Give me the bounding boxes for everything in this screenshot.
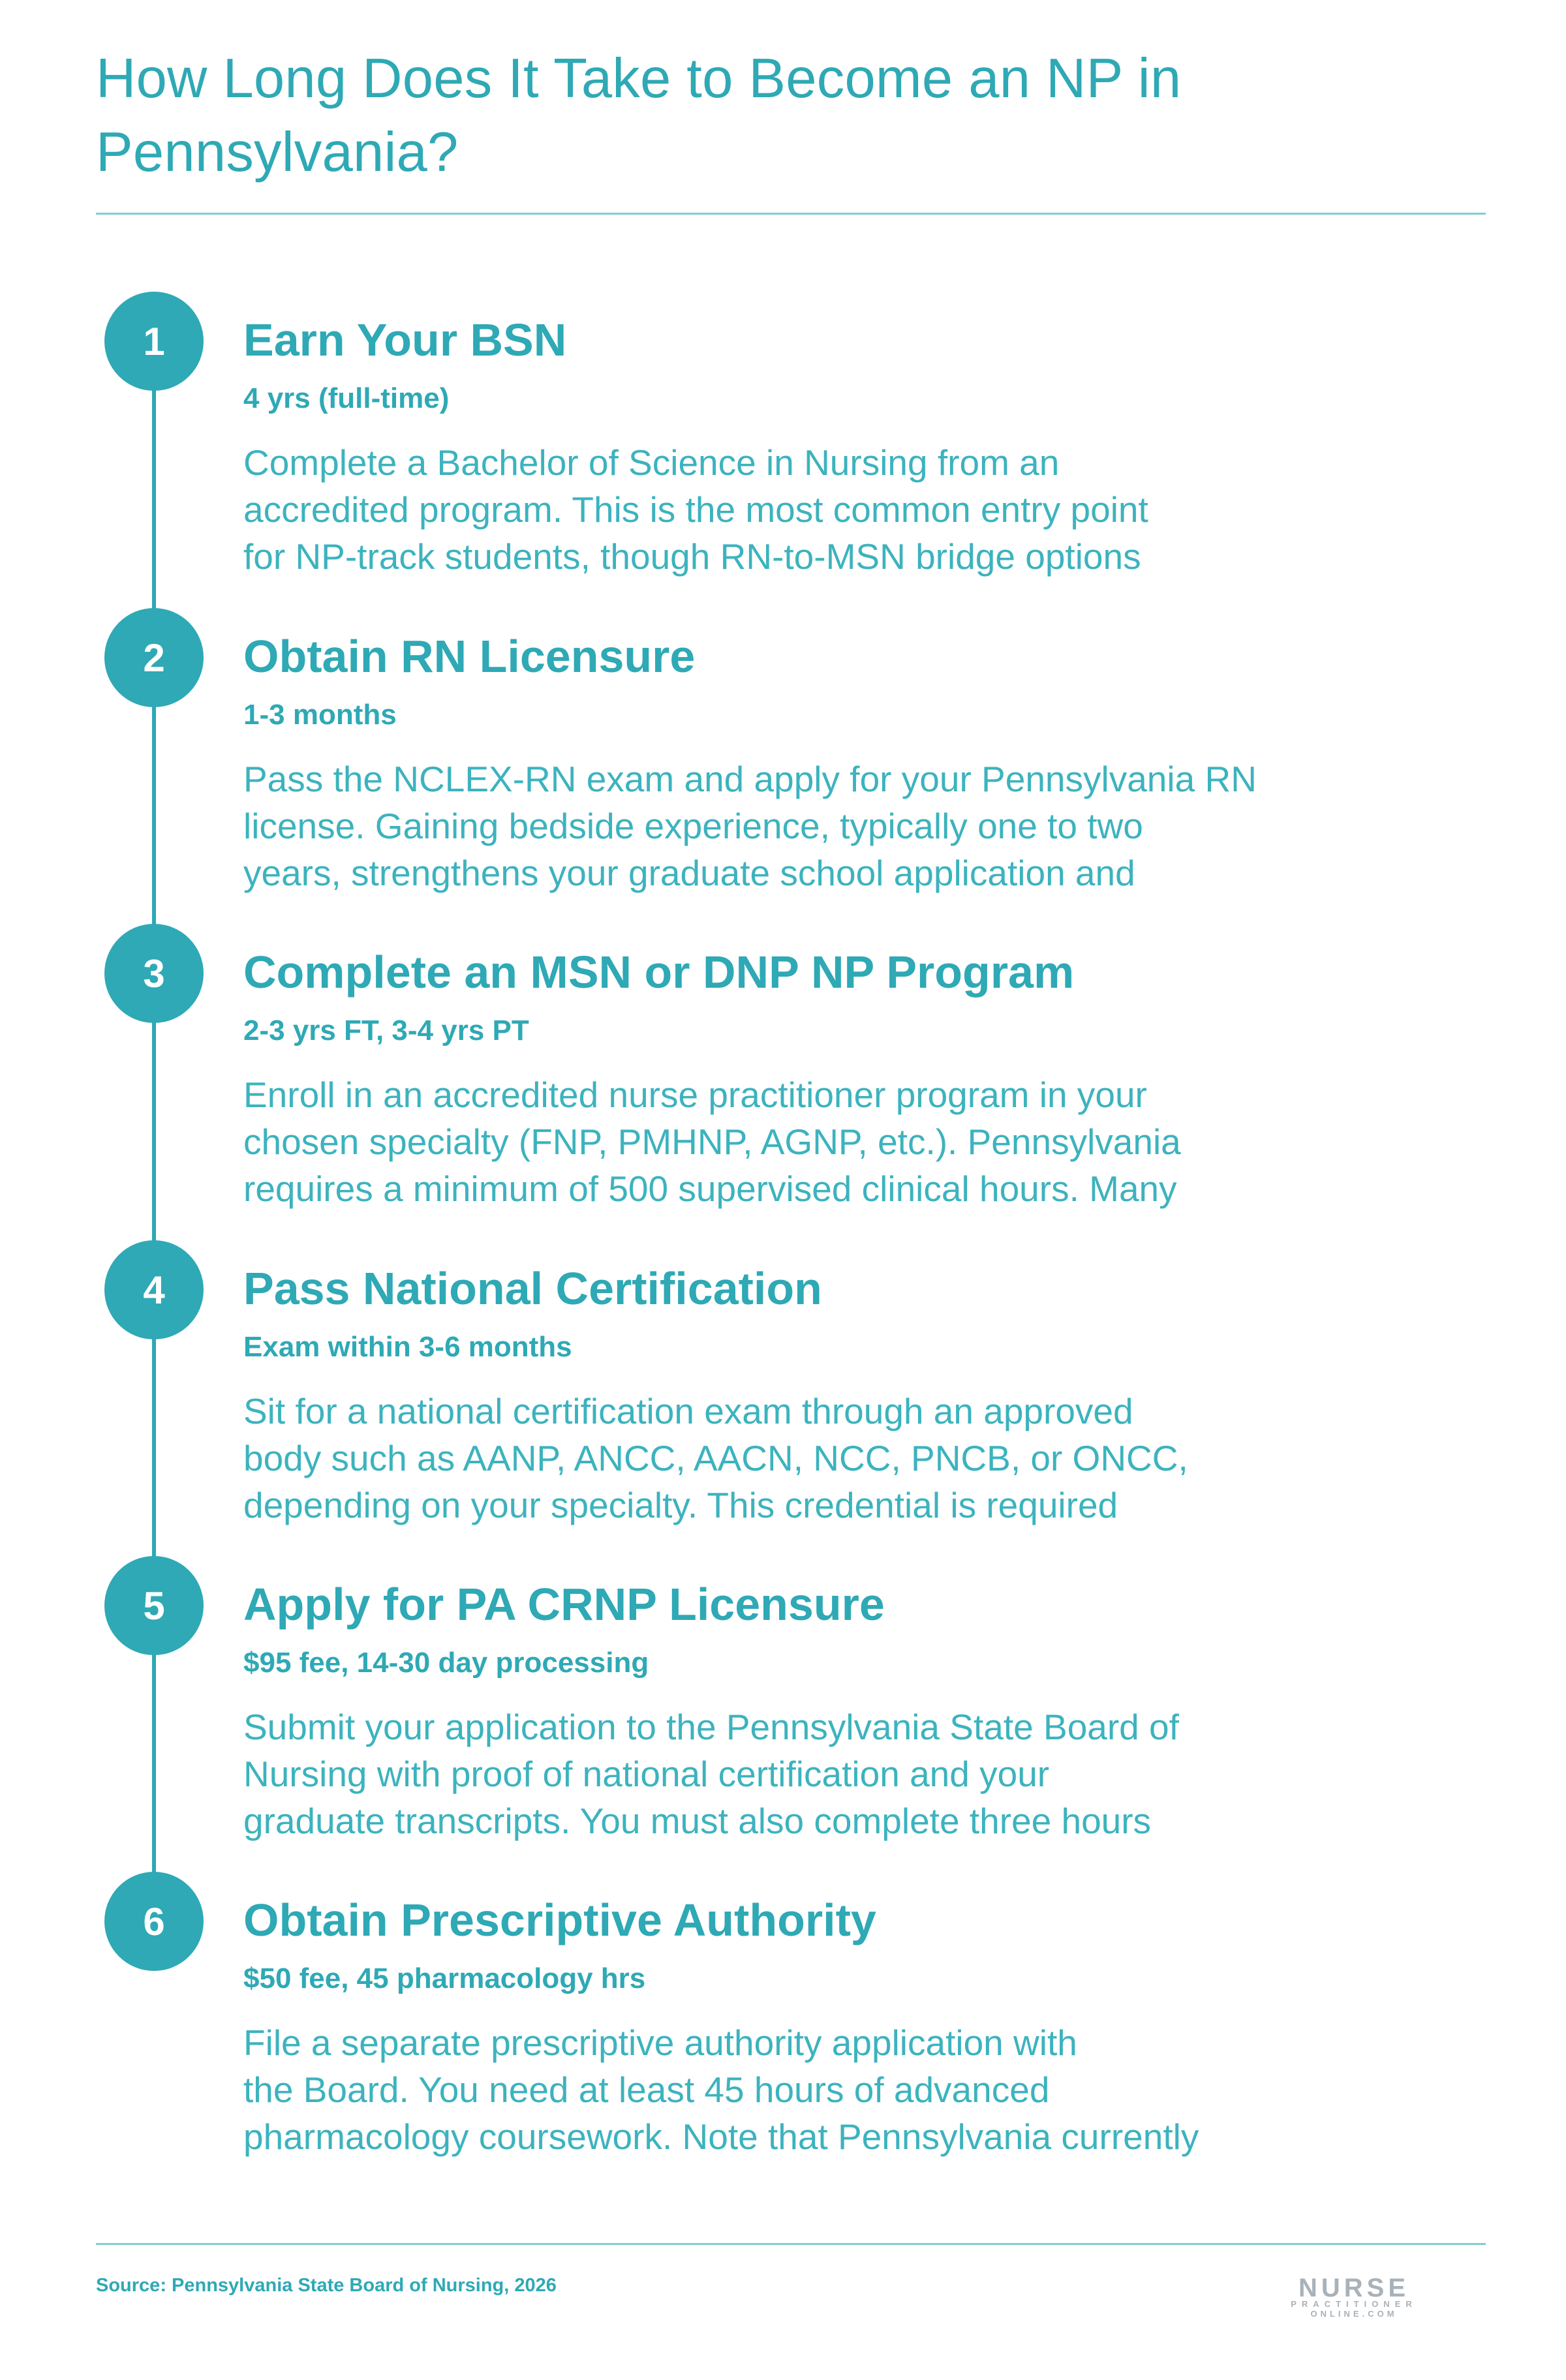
logo-url: ONLINE.COM — [1310, 2309, 1398, 2319]
step-duration: 4 yrs (full-time) — [243, 382, 450, 414]
brand-logo — [1256, 2274, 1452, 2319]
step-number-badge: 1 — [104, 292, 204, 391]
step-description-line: depending on your specialty. This credential is required — [243, 1485, 1118, 1525]
logo-wordmark: NURSE — [1298, 2274, 1410, 2302]
step-description — [243, 2019, 1353, 2160]
step-description — [243, 1071, 1353, 1212]
step-3 — [0, 924, 1566, 1237]
step-description-line: requires a minimum of 500 supervised clinical hours. Many — [243, 1168, 1177, 1209]
step-title: Obtain RN Licensure — [243, 631, 696, 682]
step-number-badge: 3 — [104, 924, 204, 1023]
step-description-line: graduate transcripts. You must also complete three hours — [243, 1801, 1152, 1841]
step-description-line: Pass the NCLEX-RN exam and apply for your Pennsylvania RN — [243, 759, 1257, 799]
step-number-badge: 2 — [104, 608, 204, 707]
step-description-line: chosen specialty (FNP, PMHNP, AGNP, etc.). Pennsylvania — [243, 1121, 1181, 1162]
page-title-line-1: How Long Does It Take to Become an NP in — [96, 48, 1182, 110]
step-1 — [0, 292, 1566, 605]
source-citation: Source: Pennsylvania State Board of Nursing, 2026 — [96, 2275, 557, 2296]
step-description-line: Nursing with proof of national certification and your — [243, 1754, 1050, 1794]
step-title: Pass National Certification — [243, 1263, 822, 1314]
step-description-line: license. Gaining bedside experience, typically one to two — [243, 806, 1143, 846]
step-6 — [0, 1872, 1566, 2185]
step-description-line: accredited program. This is the most common entry point — [243, 489, 1148, 530]
step-description-line: the Board. You need at least 45 hours of advanced — [243, 2069, 1050, 2110]
step-title: Obtain Prescriptive Authority — [243, 1895, 876, 1945]
step-description-line: File a separate prescriptive authority application with — [243, 2022, 1077, 2063]
step-description — [243, 1703, 1353, 1844]
step-5 — [0, 1556, 1566, 1869]
step-description-line: Submit your application to the Pennsylvania State Board of — [243, 1707, 1179, 1747]
step-2 — [0, 608, 1566, 921]
step-number-badge: 4 — [104, 1240, 204, 1339]
step-description-line: Complete a Bachelor of Science in Nursing from an — [243, 442, 1060, 483]
step-description — [243, 755, 1353, 896]
step-title: Complete an MSN or DNP NP Program — [243, 947, 1075, 998]
step-duration: Exam within 3-6 months — [243, 1331, 572, 1363]
step-description-line: Enroll in an accredited nurse practitioner program in your — [243, 1075, 1147, 1115]
step-description — [243, 439, 1353, 580]
step-number-badge: 6 — [104, 1872, 204, 1971]
step-description-line: for NP-track students, though RN-to-MSN bridge options — [243, 536, 1141, 577]
footer-divider — [96, 2243, 1486, 2245]
step-4 — [0, 1240, 1566, 1553]
step-description-line: pharmacology coursework. Note that Pennsylvania currently — [243, 2116, 1199, 2157]
step-description-line: years, strengthens your graduate school application and — [243, 853, 1135, 893]
page-title — [96, 42, 1434, 189]
step-description-line: Sit for a national certification exam through an approved — [243, 1391, 1133, 1431]
step-description — [243, 1388, 1353, 1529]
step-title: Apply for PA CRNP Licensure — [243, 1579, 885, 1630]
header-divider — [96, 213, 1486, 215]
step-duration: $50 fee, 45 pharmacology hrs — [243, 1962, 646, 1994]
step-duration: 1-3 months — [243, 699, 397, 731]
step-duration: 2-3 yrs FT, 3-4 yrs PT — [243, 1015, 529, 1046]
step-title: Earn Your BSN — [243, 314, 567, 365]
step-number-badge: 5 — [104, 1556, 204, 1655]
step-description-line: body such as AANP, ANCC, AACN, NCC, PNCB, or ONCC, — [243, 1438, 1188, 1478]
page-title-line-2: Pennsylvania? — [96, 121, 459, 183]
logo-subtitle: PRACTITIONER — [1291, 2299, 1417, 2309]
step-duration: $95 fee, 14-30 day processing — [243, 1647, 649, 1679]
